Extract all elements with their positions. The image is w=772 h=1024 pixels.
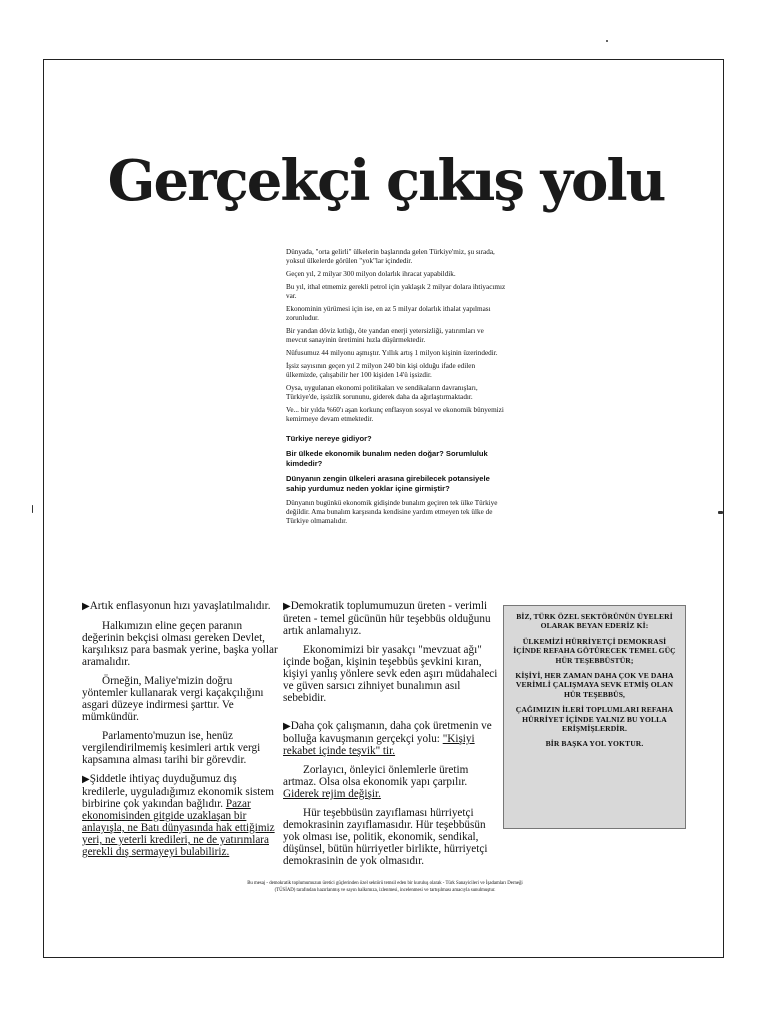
column-left	[82, 600, 280, 865]
headline: Gerçekçi çıkış yolu	[107, 148, 665, 214]
scan-speck	[32, 505, 33, 513]
declaration-line: BİR BAŞKA YOL YOKTUR.	[545, 739, 644, 749]
question: Dünyanın zengin ülkeleri arasına girebilecek potansiyele sahip yurdumuz neden yoklar içine girmiştir?	[286, 474, 490, 493]
paragraph-lead: Demokratik toplumumuzun üreten - verimli üreten - temel gücünün hür teşebbüs olduğunu artık anlamalıyız.	[283, 600, 491, 637]
intro-text	[286, 248, 506, 530]
underlined-text: Giderek rejim değişir.	[283, 788, 381, 800]
underlined-text: Pazar ekonomisinden gitgide uzaklaşan bir anlayışla, ne Batı dünyasında hak ettiğimiz yeri, ne yeterli kredileri, ne de yatırımlara gerekli dış sermayeyi bulabiliriz.	[82, 798, 275, 858]
intro-paragraph: Geçen yıl, 2 milyar 300 milyon dolarlık ihracat yapabildik.	[286, 270, 456, 278]
intro-paragraph: Bu yıl, ithal etmemiz gerekli petrol için yaklaşık 2 milyar dolara ihtiyacımız var.	[286, 283, 506, 300]
intro-paragraph: Bir yandan döviz kıtlığı, öte yandan enerji yetersizliği, yatırımları ve mevcut sanayinin üretimini hızla düşürmektedir.	[286, 327, 484, 344]
scan-speck	[718, 511, 723, 514]
arrow-bullet-icon: ▶	[82, 601, 90, 612]
declaration-line: BİZ, TÜRK ÖZEL SEKTÖRÜNÜN ÜYELERİ OLARAK BEYAN EDERİZ Kİ:	[516, 612, 673, 631]
column-paragraph: Ekonomimizi bir yasakçı "mevzuat ağı" içinde boğan, kişinin teşebbüs şevkini kıran, kişiyi yanlış yönlere sevk eden aşırı müdahaleci ve güven sarsıcı zihniyet bunalımın asıl sebebidir.	[283, 644, 498, 704]
column-paragraph	[82, 600, 280, 613]
column-paragraph: Halkımızın eline geçen paranın değerinin bekçisi olması gereken Devlet, karşılıksız para basmak yerine, başka yollar aramalıdır.	[82, 620, 278, 668]
footer-note: Bu mesaj - demokratik toplumumuzun üretici güçlerinden özel sektörü temsil eden bir kuruluş olarak - Türk Sanayicileri ve İşadamları Derneği (TÜSİAD) tarafından hazırlanmış ve sayın halkımıza, izlenmesi, incelenmesi ve tartışılması amacıyla sunulmuştur.	[247, 881, 523, 893]
intro-paragraph: Oysa, uygulanan ekonomi politikaları ve sendikaların davranışları, Türkiye'de, işsizlik sorununu, giderek daha da ağırlaştırmaktadır.	[286, 384, 478, 401]
questions-block	[286, 434, 506, 494]
intro-paragraph: Nüfusumuz 44 milyonu aşmıştır. Yıllık artış 1 milyon kişinin üzerindedir.	[286, 349, 498, 357]
column-paragraph	[283, 720, 498, 757]
column-paragraph: Hür teşebbüsün zayıflaması hürriyetçi demokrasinin zayıflamasıdır. Hür teşebbüsün yok olması ise, politik, ekonomik, sendikal, düşünsel, bütün hürriyetler birlikte, hürriyetçi demokrasinin de yok olmasıdır.	[283, 807, 488, 867]
declaration-box	[503, 605, 686, 829]
paragraph-lead: Daha çok çalışmanın, daha çok üretmenin ve bolluğa kavuşmanın gerçekçi yolu:	[283, 720, 492, 745]
declaration-line: ÜLKEMİZİ HÜRRİYETÇİ DEMOKRASİ İÇİNDE REFAHA GÖTÜRECEK TEMEL GÜÇ HÜR TEŞEBBÜSTÜR;	[513, 636, 676, 665]
underlined-text: "Kişiyi rekabet içinde teşvik" tir.	[283, 733, 475, 757]
column-paragraph	[283, 764, 498, 800]
question: Bir ülkede ekonomik bunalım neden doğar? Sorumluluk kimdedir?	[286, 449, 488, 468]
intro-paragraph: İşsiz sayısının geçen yıl 2 milyon 240 bin kişi olduğu ifade edilen ülkemizde, çalışabilir her 100 kişiden 14'ü işsizdir.	[286, 362, 476, 379]
arrow-bullet-icon: ▶	[82, 774, 90, 785]
intro-paragraph: Dünyada, "orta gelirli" ülkelerin başlarında gelen Türkiye'miz, şu sırada, yoksul ülkelerde görülen "yok"lar içindedir.	[286, 248, 495, 265]
column-paragraph	[82, 773, 280, 858]
intro-paragraph: Ve... bir yılda %60'ı aşan korkunç enflasyon sosyal ve ekonomik bünyemizi kemirmeye devam etmektedir.	[286, 406, 504, 423]
paragraph-text: Zorlayıcı, önleyici önlemlerle üretim artmaz. Olsa olsa ekonomik yapı çarpılır.	[283, 764, 469, 788]
declaration-line: KİŞİYİ, HER ZAMAN DAHA ÇOK VE DAHA VERİMLİ ÇALIŞMAYA SEVK ETMİŞ OLAN HÜR TEŞEBBÜS,	[515, 671, 674, 699]
column-paragraph	[283, 600, 498, 637]
column-middle	[283, 600, 498, 874]
paragraph-lead: Şiddetle ihtiyaç duyduğumuz dış kredilerle, uyguladığımız ekonomik sistem birbirine çok yakından bağlıdır.	[82, 773, 275, 810]
arrow-bullet-icon: ▶	[283, 601, 291, 612]
intro-closing: Dünyanın bugünkü ekonomik gidişinde bunalım geçiren tek ülke Türkiye değildir. Ama bunalım karşısında kendisine yardım etmeyen tek ülke de Türkiye olmamalıdır.	[286, 499, 498, 525]
paragraph-lead: Artık enflasyonun hızı yavaşlatılmalıdır.	[89, 600, 271, 612]
intro-paragraph: Ekonominin yürümesi için ise, en az 5 milyar dolarlık ithalat yapılması zorunludur.	[286, 305, 491, 322]
column-paragraph: Parlamento'muzun ise, henüz vergilendirilmemiş kesimleri artık vergi kapsamına alması tarihi bir görevdir.	[82, 730, 261, 766]
scan-speck	[606, 40, 608, 42]
arrow-bullet-icon: ▶	[283, 721, 291, 732]
column-paragraph: Örneğin, Maliye'mizin doğru yöntemler kullanarak vergi kaçakçılığını asgari düzeye indirmesi şarttır. Ve mümkündür.	[82, 675, 264, 723]
question: Türkiye nereye gidiyor?	[286, 434, 372, 443]
declaration-line: ÇAĞIMIZIN İLERİ TOPLUMLARI REFAHA HÜRRİYET İÇİNDE YALNIZ BU YOLLA ERİŞMİŞLERDİR.	[515, 705, 674, 734]
